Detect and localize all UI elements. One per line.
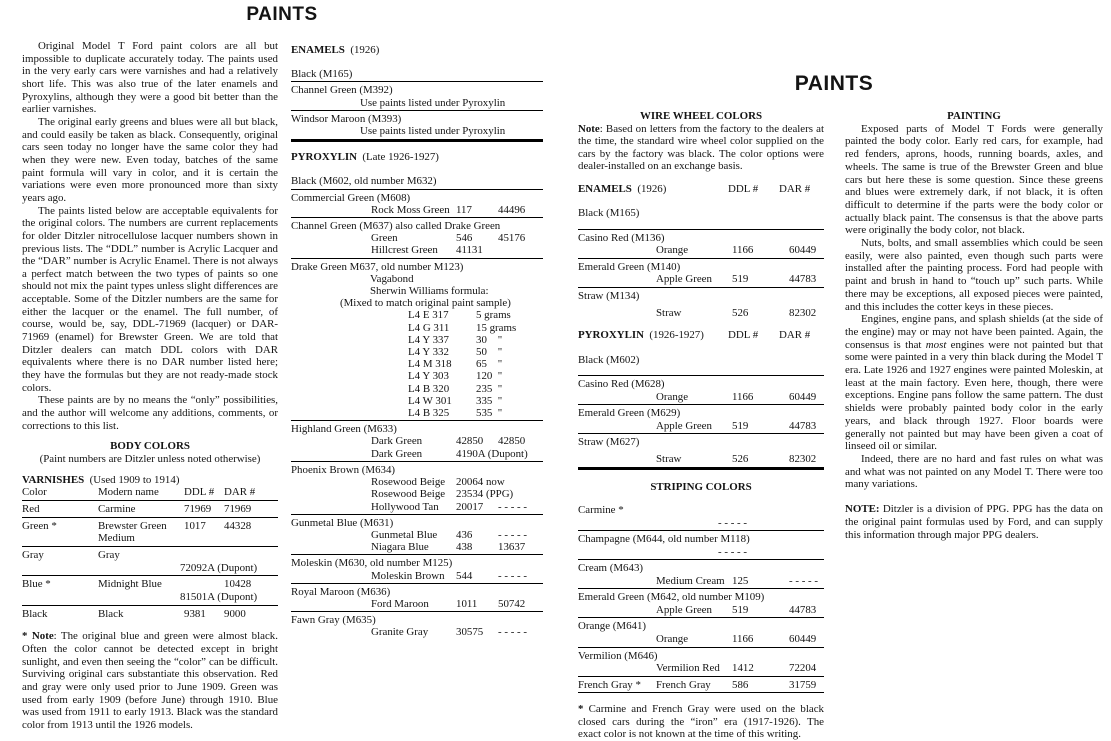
paint-row	[291, 435, 543, 447]
ddl-number: 526	[732, 306, 749, 319]
paint-name: Emerald Green (M140)	[578, 260, 681, 273]
right-page-column-1	[578, 110, 824, 741]
ddl-number: 436	[456, 528, 473, 541]
dar-number: 42850	[498, 435, 526, 448]
shade-name: Ford Maroon	[371, 597, 429, 610]
ddl-number: 519	[732, 603, 749, 616]
paint-row	[291, 529, 543, 541]
paint-name: Black (M165)	[578, 207, 640, 220]
formula-row	[291, 395, 543, 407]
intro-paragraph: The paints listed below are acceptable equivalents for the original colors. The numbers are current replacements for older Ditzler nitrocellulose lacquer numbers shown in previous lists. The “DDL” number is Acrylic Lacquer and the “DAR” number is Acrylic Enamel. There is not always a perfect match between the two types of paints so one should not mix the paint types unless slight differences are acceptable. Some of the Ditzler numbers are the same for either the lacquer or the enamel. The full number, of course, would be, say, DDL-71969 (lacquer) or DAR-71969 (enamel) for Brewster Green. We are told that Ditzler dealers can match DDL colors with DAR equivalents where there is no DAR number listed here; they have the formulas but they are not ready-made stock colors.	[22, 204, 278, 394]
paint-row	[291, 488, 543, 500]
varnish-color: Black	[22, 607, 48, 620]
paint-row	[291, 501, 543, 513]
pyroxylin-year: (1926-1927)	[649, 329, 704, 342]
left-page-column-1	[22, 40, 278, 731]
varnish-modern: Brewster Green Medium	[98, 519, 167, 545]
shade-name: Rosewood Beige	[371, 476, 446, 489]
varnish-row	[22, 549, 278, 562]
pyroxylin-heading	[291, 151, 543, 163]
paint-name: Channel Green (M637) also called Drake Green	[291, 220, 501, 233]
ddl-number: 41131	[456, 244, 483, 257]
divider	[22, 605, 278, 606]
paint-row	[291, 476, 543, 488]
intro-paragraph: The original early greens and blues were all but black, and could easily be taken as black. Consequently, original cars seen today no longer have the same color they had when they were new. Even today, batches of the same paint formula will vary in color, and it is certain the variations were even more pronounced more than sixty years ago.	[22, 115, 278, 204]
varnish-dar: 10428	[224, 578, 252, 591]
varnish-dar: 71969	[224, 502, 252, 515]
shade-name: Rosewood Beige	[371, 488, 446, 501]
pyroxylin-label: PYROXYLIN	[578, 329, 644, 342]
divider	[291, 217, 543, 218]
intro-paragraph: Original Model T Ford paint colors are all but impossible to duplicate accurately today. The paints used in the very early cars were varnishes and had a relatively short life. This was also true of the later enamels and Pyroxylins, although they were a good bit better than the earlier varnishes.	[22, 40, 278, 116]
painting-paragraph: Nuts, bolts, and small assemblies which could be seen easily, were also painted, even though such parts were installed after the painting process. Ford had people with paint and brush in hand to “touch up” such parts. While there may be exceptions, all exposed pieces were painted, and this includes the cotter keys in these pieces.	[845, 237, 1103, 313]
pyroxylin-label: PYROXYLIN	[291, 151, 357, 164]
formula-amount: 30 "	[476, 333, 503, 346]
thick-divider	[291, 139, 543, 142]
body-colors-heading: BODY COLORS	[110, 440, 190, 453]
formula-row	[291, 383, 543, 395]
paint-row	[578, 604, 824, 617]
formula-line: Vagabond	[370, 272, 414, 285]
dar-number: 13637	[498, 541, 526, 554]
divider	[291, 514, 543, 515]
shade-name: Rock Moss Green	[371, 203, 450, 216]
formula-code: L4 B 320	[408, 382, 450, 395]
ddl-number: 546	[456, 232, 473, 245]
painting-heading: PAINTING	[947, 110, 1001, 122]
formula-amount: 5 grams	[476, 309, 511, 322]
formula-row	[291, 407, 543, 419]
paint-name: Black (M602, old number M632)	[291, 175, 437, 188]
paint-row	[578, 420, 824, 433]
dar-number: - - - - -	[498, 626, 528, 639]
paint-name: Casino Red (M628)	[578, 378, 665, 391]
paint-row	[291, 244, 543, 256]
paint-row	[291, 204, 543, 216]
varnishes-caption	[22, 474, 278, 487]
varnishes-label: VARNISHES	[22, 473, 85, 486]
divider	[291, 461, 543, 462]
varnish-color: Red	[22, 502, 40, 515]
varnish-table-header	[22, 486, 278, 499]
formula-code: L4 G 311	[408, 321, 450, 334]
note-label: NOTE:	[845, 503, 880, 516]
dar-number: 60449	[789, 632, 817, 645]
shade-name: Moleskin Brown	[371, 569, 445, 582]
shade-name: Orange	[656, 632, 689, 645]
formula-line: Sherwin Williams formula:	[370, 285, 489, 298]
paint-name: Channel Green (M392)	[291, 84, 393, 97]
paint-name: French Gray *	[578, 678, 641, 691]
varnish-ddl	[184, 578, 224, 591]
divider	[578, 404, 824, 405]
divider	[578, 676, 824, 677]
divider	[22, 517, 278, 518]
note-text: : The original blue and green were almost black. Often the color cannot be detected except in bright sunlight, and even then seeing the “color” can be difficult. Surviving original cars substantiate this observation. Red and gray were only used prior to June 1909. Green was used from early 1909 (before June) through 1910. Blue was used from 1911 to early 1913. Black was the standard color from 1913 until the 1926 models.	[22, 630, 278, 731]
striping-heading: STRIPING COLORS	[650, 481, 752, 494]
varnish-color: Blue *	[22, 578, 51, 591]
varnish-row	[22, 578, 278, 591]
varnish-dar: 9000	[224, 607, 246, 620]
shade-name: Straw	[656, 452, 682, 465]
shade-name: Vermilion Red	[656, 662, 720, 675]
body-colors-note	[22, 630, 278, 731]
column-header-ddl: DDL #	[728, 329, 759, 342]
body-colors-subheading: (Paint numbers are Ditzler unless noted otherwise)	[39, 453, 261, 465]
paint-row	[578, 662, 824, 675]
varnish-ddl: 9381	[184, 607, 206, 620]
varnish-color: Gray	[22, 548, 44, 561]
shade-name: Niagara Blue	[371, 541, 429, 554]
ddl-number: 125	[732, 574, 749, 587]
enamels-header-row	[578, 183, 824, 196]
wire-wheel-heading: WIRE WHEEL COLORS	[639, 110, 763, 122]
formula-code: L4 Y 303	[408, 370, 449, 383]
divider	[578, 258, 824, 259]
dar-number: 31759	[789, 678, 817, 691]
paint-name: Fawn Gray (M635)	[291, 614, 376, 627]
enamels-year: (1926)	[350, 44, 380, 56]
dar-number: 44783	[789, 603, 817, 616]
dar-number	[505, 476, 543, 488]
formula-row	[291, 334, 543, 346]
formula-amount: 65 "	[476, 358, 503, 371]
divider	[578, 287, 824, 288]
paint-name: Gunmetal Blue (M631)	[291, 516, 394, 529]
left-page-column-2	[291, 44, 543, 639]
ddl-number: 1166	[732, 632, 754, 645]
paint-name: Cream (M643)	[578, 562, 644, 575]
varnishes-period: (Used 1909 to 1914)	[89, 473, 180, 486]
divider	[291, 189, 543, 190]
paint-row	[291, 598, 543, 610]
paint-row	[578, 453, 824, 466]
divider	[578, 433, 824, 434]
column-header-color: Color	[22, 486, 47, 499]
paint-row	[578, 633, 824, 646]
formula-row	[291, 370, 543, 382]
varnish-dar	[224, 549, 278, 562]
shade-name: Medium Cream	[656, 574, 725, 587]
paint-name: Orange (M641)	[578, 620, 647, 633]
dar-number: 82302	[789, 452, 817, 465]
dar-number: - - - - -	[498, 500, 528, 513]
paint-name: Black (M165)	[291, 68, 353, 81]
ddl-number: 23534 (PPG)	[456, 488, 514, 501]
formula-code: L4 Y 332	[408, 346, 449, 359]
note-text: : Based on letters from the factory to the dealers at the time, the standard wire wheel color supplied on the cars by the factory was black. The color options were dealer-installed on an exchange basis.	[578, 122, 824, 173]
divider	[22, 546, 278, 547]
painting-paragraph: Indeed, there are no hard and fast rules on what was and what was not painted on any Model T. There were too many variations.	[845, 452, 1103, 491]
ddl-number: 544	[456, 569, 473, 582]
ddl-number: 1412	[732, 662, 754, 675]
shade-name: Hillcrest Green	[371, 244, 438, 257]
formula-row	[291, 358, 543, 370]
enamels-label: ENAMELS	[578, 182, 632, 195]
paint-row	[578, 391, 824, 404]
dar-number: 44783	[789, 273, 817, 286]
formula-amount: 50 "	[476, 346, 503, 359]
shade-name: Dark Green	[371, 447, 423, 460]
ddl-number: 20017	[456, 500, 484, 513]
shade-name: Straw	[656, 306, 682, 319]
divider	[291, 554, 543, 555]
dar-number	[513, 488, 543, 500]
dar-number	[498, 244, 543, 256]
formula-code: L4 Y 337	[408, 333, 449, 346]
divider	[578, 647, 824, 648]
varnish-extra: 72092A (Dupont)	[180, 561, 258, 574]
varnish-ddl	[184, 549, 224, 562]
divider	[291, 583, 543, 584]
shade-name: Orange	[656, 390, 689, 403]
paragraph-text: engines were not painted but that some were painted in a very thin black during the Model T era. Late 1926 and 1927 engines were painted Moleskin, at least at the main factory. Even here, though, there were exceptions. Engine pans follow the same pattern. The dust shields were probably painted body color in the early years, and black through 1927. Floor boards were generally not painted but may have been given a coat of linseed oil or similar.	[845, 338, 1103, 453]
formula-amount: 15 grams	[476, 321, 517, 334]
paint-row	[578, 575, 824, 588]
varnish-modern: Midnight Blue	[98, 578, 162, 591]
formula-row	[291, 309, 543, 321]
formula-amount: 235 "	[476, 382, 503, 395]
paint-name: Emerald Green (M629)	[578, 407, 681, 420]
divider	[578, 617, 824, 618]
ddl-number: 117	[456, 203, 472, 216]
divider	[22, 500, 278, 501]
dar-number: 82302	[789, 306, 817, 319]
divider	[578, 530, 824, 531]
shade-name: Green	[371, 232, 398, 245]
column-header-ddl: DDL #	[728, 182, 759, 195]
paint-row	[578, 679, 824, 692]
paint-name: Phoenix Brown (M634)	[291, 463, 396, 476]
paint-name: Royal Maroon (M636)	[291, 585, 391, 598]
varnish-dar: 44328	[224, 519, 252, 532]
shade-name: French Gray	[656, 678, 711, 691]
formula-code: L4 W 301	[408, 394, 452, 407]
ddl-number: 30575	[456, 626, 484, 639]
divider	[578, 559, 824, 560]
note-text: Ditzler is a division of PPG. PPG has the data on the original paint formulas used by Ford, and can supply this information through major PPG dealers.	[845, 503, 1103, 541]
paint-row	[578, 273, 824, 286]
paint-name: Highland Green (M633)	[291, 423, 397, 436]
dar-number: 44783	[789, 419, 817, 432]
dar-number: - - - - -	[498, 528, 528, 541]
varnish-modern: Gray	[98, 548, 120, 561]
enamels-heading	[291, 44, 543, 56]
dar-number: 50742	[498, 597, 526, 610]
ddl-number: 1166	[732, 244, 754, 257]
wire-wheel-note	[578, 123, 824, 173]
shade-name: Apple Green	[656, 603, 712, 616]
thick-divider	[578, 467, 824, 470]
shade-name: Apple Green	[656, 419, 712, 432]
formula-amount: 120 "	[476, 370, 503, 383]
dar-number: 60449	[789, 244, 817, 257]
divider	[578, 229, 824, 230]
formula-code: L4 M 318	[408, 358, 452, 371]
painting-paragraph: Exposed parts of Model T Fords were generally painted the body color. Early red cars, for example, had red fenders, aprons, hoods, running boards, axles, and wheels. The same is true of the Brewster Green and blue cars but here these is some question. Since these greens and blues were extremely dark, if not black, it is often difficult to determine if the parts were the body color or actually black paint. The consensus is that the above parts were originally the body color, not black.	[845, 122, 1103, 237]
divider	[578, 375, 824, 376]
pyroxylin-header-row	[578, 329, 824, 342]
varnish-row	[22, 520, 278, 545]
paint-name: Windsor Maroon (M393)	[291, 112, 402, 125]
paint-row	[291, 570, 543, 582]
paint-row	[291, 448, 543, 460]
divider	[291, 611, 543, 612]
dar-number	[528, 448, 543, 460]
ddl-number: 438	[456, 541, 473, 554]
formula-amount: 335 "	[476, 394, 503, 407]
column-header-dar: DAR #	[779, 182, 811, 195]
ddl-number: 42850	[456, 435, 484, 448]
formula-row	[291, 346, 543, 358]
shade-name: Dark Green	[371, 435, 423, 448]
paint-name: Casino Red (M136)	[578, 231, 665, 244]
left-page-title: PAINTS	[246, 4, 318, 25]
paint-name: Champagne (M644, old number M118)	[578, 533, 750, 546]
right-page-column-2	[845, 110, 1103, 541]
paint-row	[291, 626, 543, 638]
ppg-note	[845, 503, 1103, 541]
column-header-dar: DAR #	[779, 329, 811, 342]
striping-footnote	[578, 703, 824, 741]
formula-code: L4 E 317	[408, 309, 449, 322]
shade-name: Gunmetal Blue	[371, 528, 438, 541]
divider	[291, 110, 543, 111]
paint-row	[578, 244, 824, 257]
intro-paragraph: These paints are by no means the “only” possibilities, and the author will welcome any additions, comments, or corrections to this list.	[22, 394, 278, 432]
ddl-number: 526	[732, 452, 749, 465]
divider	[291, 420, 543, 421]
shade-name: Orange	[656, 244, 689, 257]
no-number-dashes: - - - - -	[718, 545, 748, 558]
paint-name: Black (M602)	[578, 353, 640, 366]
ddl-number: 20064 now	[456, 476, 505, 489]
ddl-number: 4190A (Dupont)	[456, 447, 528, 460]
divider	[578, 692, 824, 693]
paint-note: Use paints listed under Pyroxylin	[360, 125, 506, 138]
right-page-title: PAINTS	[794, 72, 874, 95]
dar-number: - - - - -	[498, 569, 528, 582]
shade-name: Granite Gray	[371, 626, 429, 639]
formula-amount: 535 "	[476, 407, 503, 420]
divider	[291, 258, 543, 259]
paint-name: Commercial Green (M608)	[291, 191, 411, 204]
enamels-year: (1926)	[637, 182, 667, 195]
footnote-asterisk: *	[578, 703, 584, 716]
varnish-ddl: 71969	[184, 502, 212, 515]
paint-name: Moleskin (M630, old number M125)	[291, 557, 453, 570]
paint-name: Carmine *	[578, 504, 624, 517]
paint-row	[291, 232, 543, 244]
formula-row	[291, 322, 543, 334]
footnote-text: Carmine and French Gray were used on the black closed cars during the “iron” era (1917-1926). The exact color is not known at the time of this writing.	[578, 703, 824, 741]
pyroxylin-year: (Late 1926-1927)	[362, 151, 439, 164]
dar-number: 72204	[789, 662, 817, 675]
paint-name: Straw (M627)	[578, 436, 640, 449]
paint-row	[291, 541, 543, 553]
divider	[578, 588, 824, 589]
varnish-extra: 81501A (Dupont)	[180, 590, 258, 603]
paint-name: Emerald Green (M642, old number M109)	[578, 591, 765, 604]
shade-name: Hollywood Tan	[371, 500, 439, 513]
formula-line: (Mixed to match original paint sample)	[340, 297, 511, 310]
formula-code: L4 B 325	[408, 407, 450, 420]
enamels-label: ENAMELS	[291, 44, 345, 56]
varnish-modern: Black	[98, 607, 124, 620]
divider	[291, 81, 543, 82]
italic-word: most	[925, 338, 947, 351]
paint-note: Use paints listed under Pyroxylin	[360, 96, 506, 109]
varnish-row	[22, 503, 278, 516]
column-header-modern: Modern name	[98, 486, 159, 499]
ddl-number: 586	[732, 678, 749, 691]
ddl-number: 519	[732, 273, 749, 286]
paint-name: Straw (M134)	[578, 290, 640, 303]
varnish-color: Green *	[22, 519, 57, 532]
dar-number: - - - - -	[789, 574, 819, 587]
paint-row	[578, 307, 824, 320]
ddl-number: 1166	[732, 390, 754, 403]
paint-name: Vermilion (M646)	[578, 649, 658, 662]
dar-number: 44496	[498, 203, 526, 216]
paragraph-text: Engines, engine pans, and splash shields (at the side of the engine) may or may not have been painted. Again, the consensus is that	[845, 313, 1103, 351]
varnish-ddl: 1017	[184, 519, 206, 532]
dar-number: 60449	[789, 390, 817, 403]
varnish-modern: Carmine	[98, 502, 136, 515]
note-label: Note	[578, 122, 600, 135]
ddl-number: 1011	[456, 597, 478, 610]
varnish-row	[22, 608, 278, 621]
divider	[22, 575, 278, 576]
dar-number: 45176	[498, 232, 526, 245]
paint-name: Drake Green M637, old number M123)	[291, 260, 464, 273]
ddl-number: 519	[732, 419, 749, 432]
column-header-dar: DAR #	[224, 486, 256, 499]
no-number-dashes: - - - - -	[718, 516, 748, 529]
column-header-ddl: DDL #	[184, 486, 215, 499]
note-label: * Note	[22, 630, 54, 643]
painting-paragraph	[845, 313, 1103, 453]
shade-name: Apple Green	[656, 273, 712, 286]
